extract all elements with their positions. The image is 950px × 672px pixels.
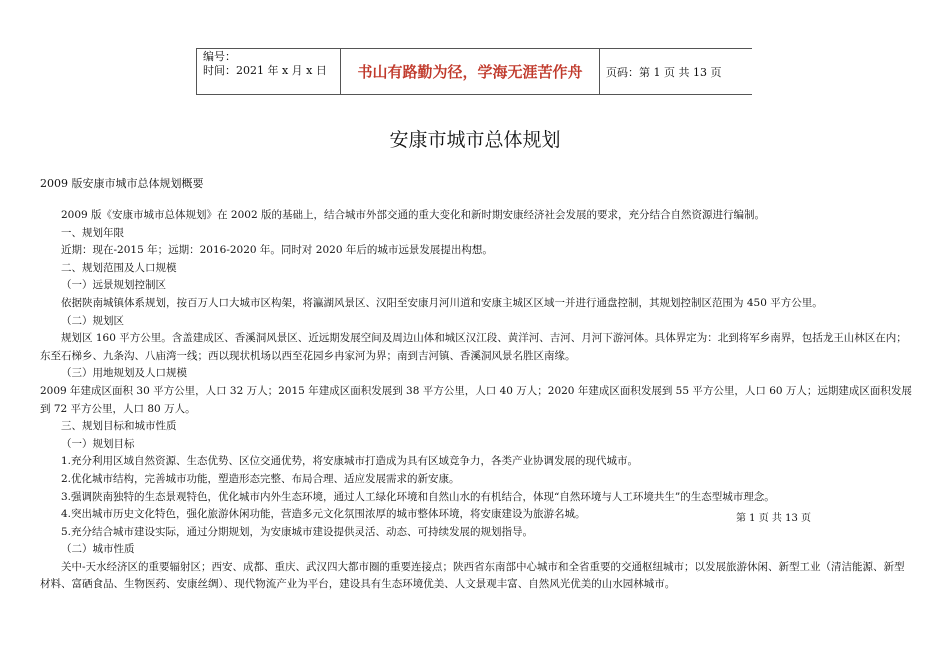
subsection-heading: （二）规划区	[61, 314, 124, 327]
list-item: 2.优化城市结构，完善城市功能，塑造形态完整、布局合理、适应发展需求的新安康。	[61, 472, 460, 485]
list-item: 1.充分利用区域自然资源、生态优势、区位交通优势，将安康城市打造成为具有区域竞争力，各类产业协调发展的现代城市。	[61, 455, 639, 468]
document-subtitle: 2009 版安康市城市总体规划概要	[40, 177, 204, 190]
subsection-heading: （一）远景规划控制区	[61, 279, 166, 292]
document-header-table	[196, 48, 752, 95]
header-meta-cell	[197, 49, 341, 95]
list-item: 4.突出城市历史文化特色，强化旅游休闲功能，营造多元文化氛围浓厚的城市整体环境，将安康建设为旅游名城。	[61, 508, 586, 521]
section-heading: 一、规划年限	[61, 226, 124, 239]
paragraph: 近期：现在-2015 年；远期：2016-2020 年。同时对 2020 年后的城市远景发展提出构想。	[61, 244, 493, 257]
document-time-label: 时间：2021 年 x 月 x 日	[203, 64, 327, 77]
section-heading: 三、规划目标和城市性质	[61, 420, 177, 433]
paragraph-intro: 2009 版《安康市城市总体规划》在 2002 版的基础上，结合城市外部交通的重大变化和新时期安康经济社会发展的要求，充分结合自然资源进行编制。	[61, 209, 765, 221]
subsection-heading: （一）规划目标	[61, 437, 135, 450]
header-page-info: 页码：第 1 页 共 13 页	[600, 49, 753, 95]
list-item: 3.强调陕南独特的生态景观特色，优化城市内外生态环境，通过人工绿化环境和自然山水的有机结合，体现“自然环境与人工环境共生”的生态型城市理念。	[61, 490, 775, 503]
page-number-footer: 第 1 页 共 13 页	[736, 513, 811, 524]
paragraph: 2009 年建成区面积 30 平方公里，人口 32 万人；2015 年建成区面积发展到 38 平方公里，人口 40 万人；2020 年建成区面积发展到 55 平方公里，人口 60 万人；远期建成区面积发展到 72 平方公里，人口 80 万人。	[40, 384, 912, 415]
list-item: 5.充分结合城市建设实际，通过分期规划，为安康城市建设提供灵活、动态、可持续发展的规划指导。	[61, 525, 534, 538]
paragraph: 依据陕南城镇体系规划，按百万人口大城市区构架，将瀛湖风景区、汉阳至安康月河川道和安康主城区区域一并进行通盘控制，其规划控制区范围为 450 平方公里。	[61, 296, 823, 309]
document-number-label: 编号：	[203, 50, 236, 63]
page-title: 安康市城市总体规划	[389, 129, 561, 151]
subsection-heading: （二）城市性质	[61, 543, 135, 556]
section-heading: 二、规划范围及人口规模	[61, 261, 177, 274]
document-body	[40, 207, 912, 594]
header-motto: 书山有路勤为径，学海无涯苦作舟	[341, 49, 600, 95]
paragraph: 规划区 160 平方公里。含盖建成区、香溪洞风景区、近远期发展空间及周边山体和城区汉江段、黄洋河、吉河、月河下游河体。具体界定为：北到将军乡南界，包括龙王山林区在内；东至石梯乡、九条沟、八庙湾一线；西以现状机场以西至花园乡冉家河为界；南到吉河镇、香溪洞风景名胜区南缘。	[40, 332, 907, 362]
subsection-heading: （三）用地规划及人口规模	[61, 367, 187, 380]
paragraph: 关中-天水经济区的重要辐射区；西安、成都、重庆、武汉四大都市圈的重要连接点；陕西省东南部中心城市和全省重要的交通枢纽城市；以发展旅游休闲、新型工业（清洁能源、新型材料、富硒食品、生物医药、安康丝绸）、现代物流产业为平台，建设具有生态环境优美、人文景观丰富、自然风光优美的山水园林城市。	[40, 560, 905, 591]
